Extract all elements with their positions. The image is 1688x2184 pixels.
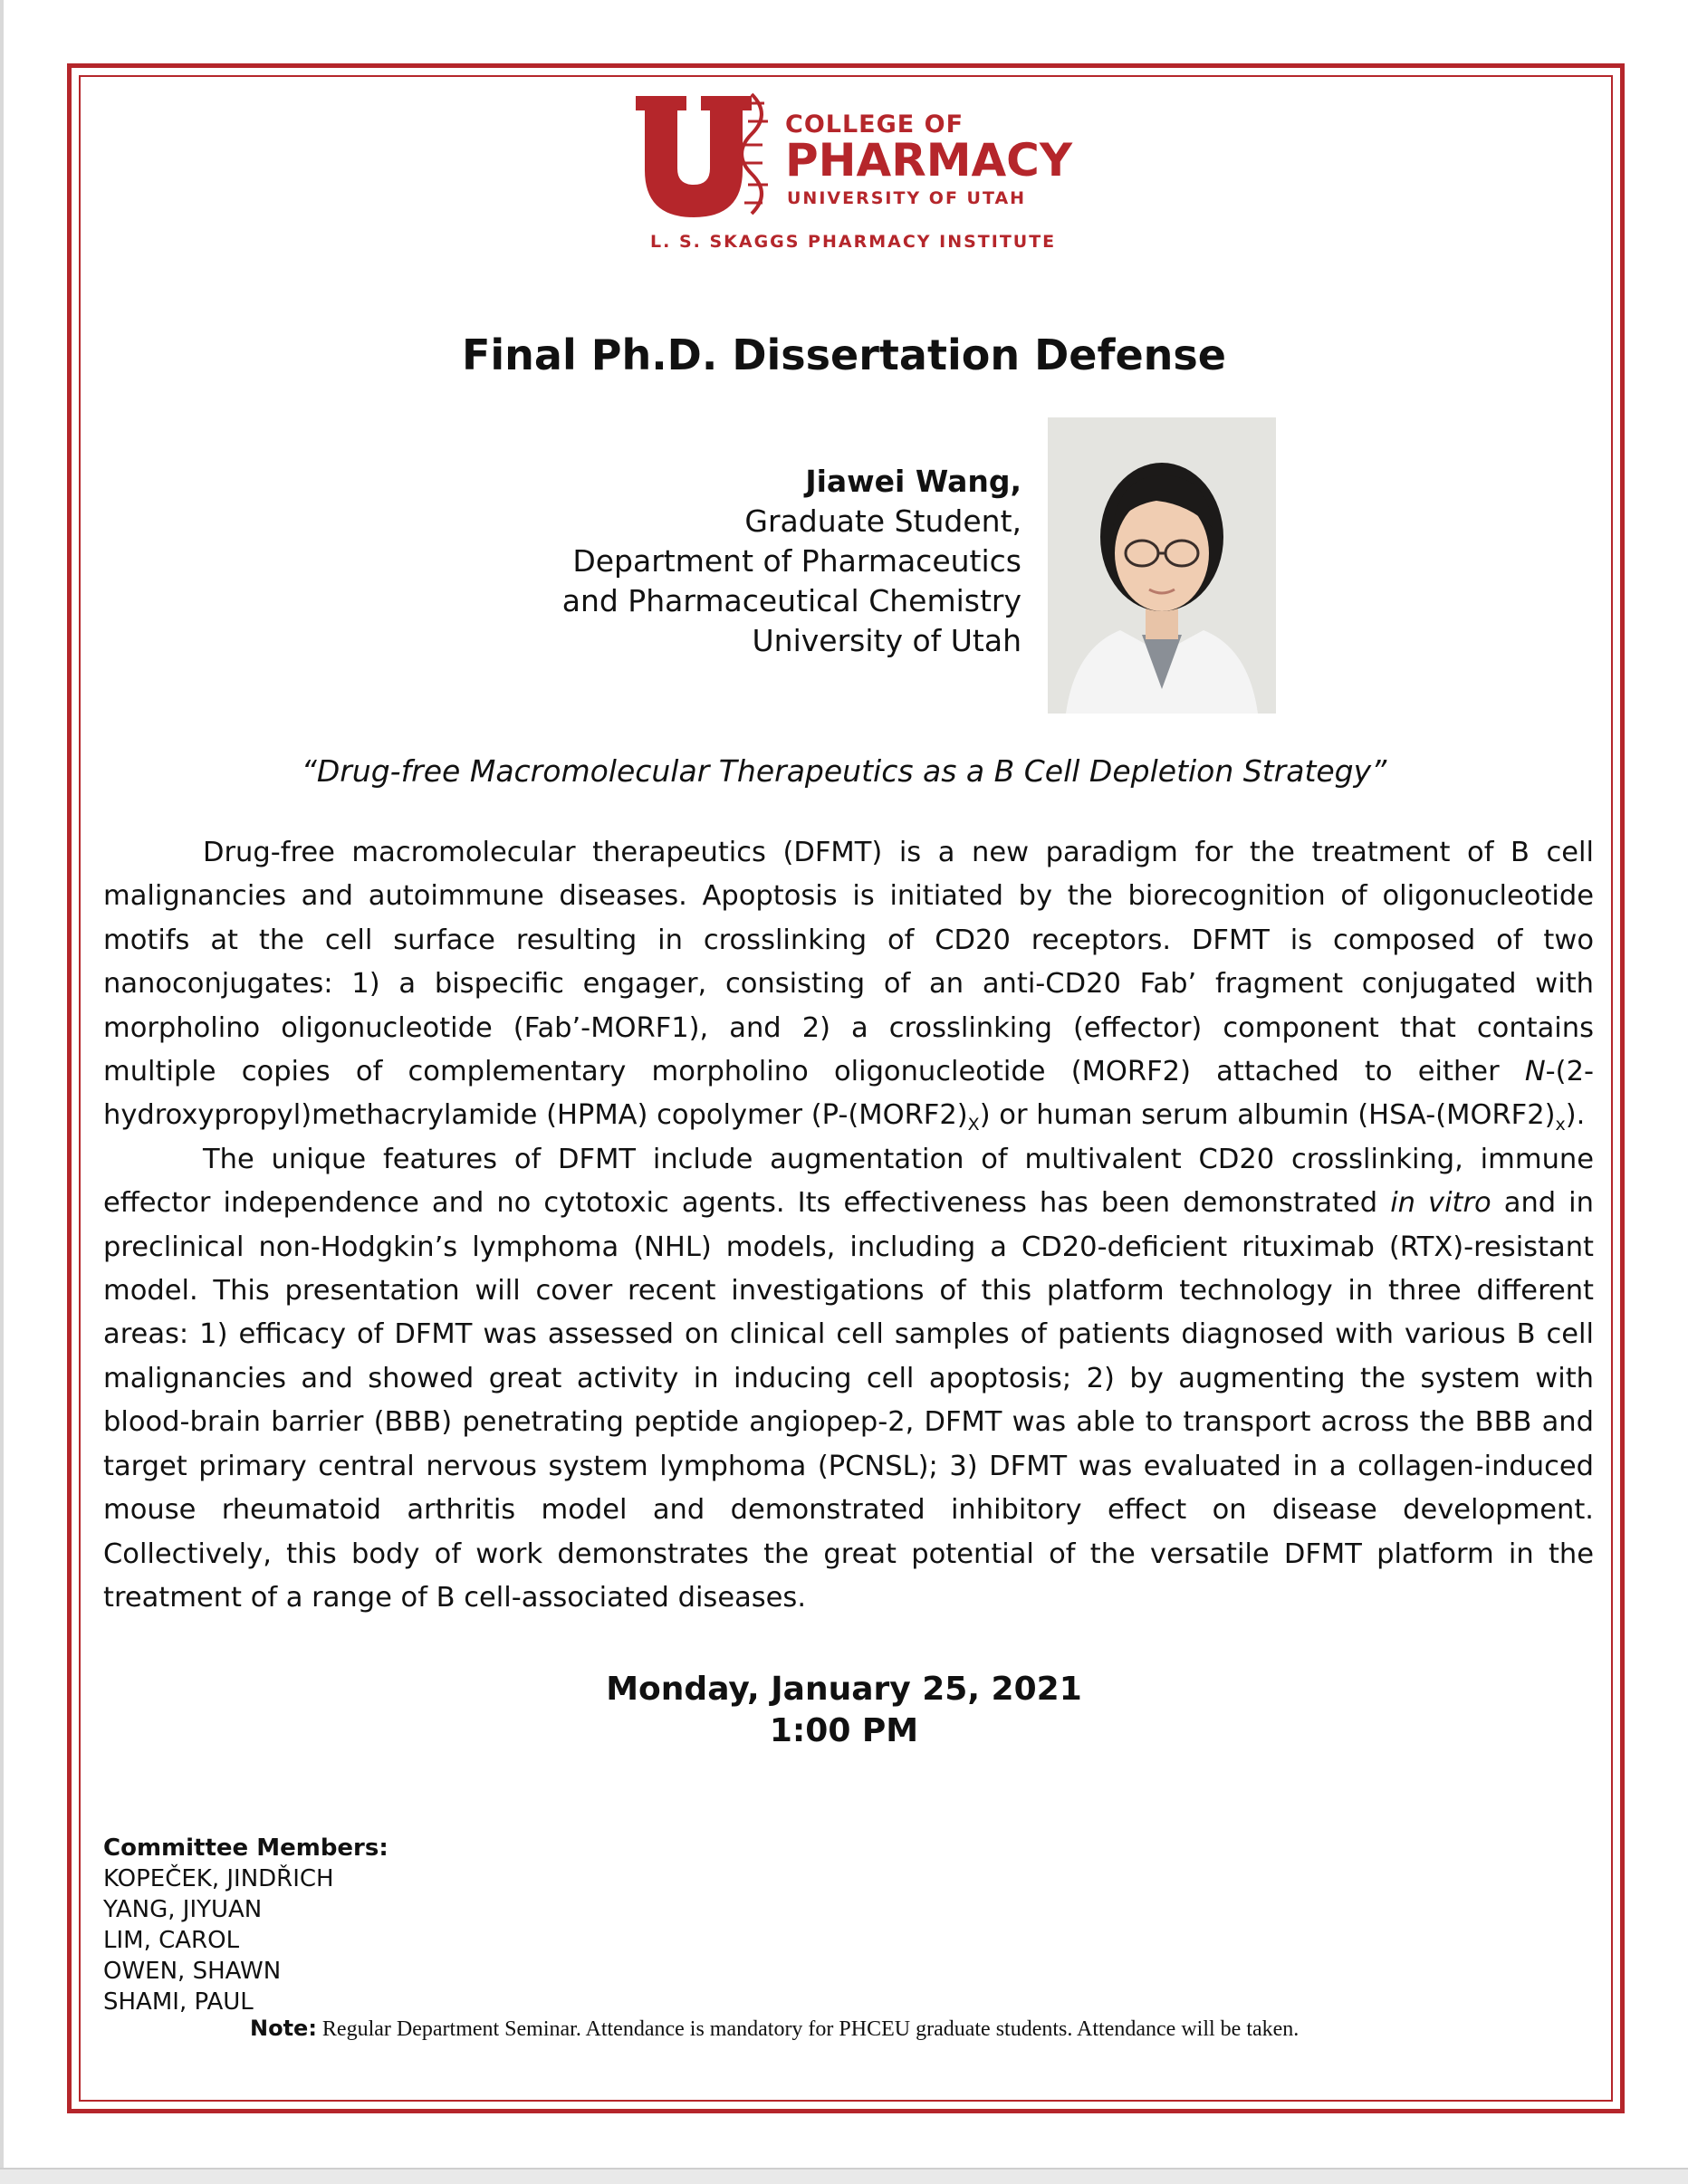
logo-college-of: COLLEGE OF [785, 110, 964, 139]
presenter-line: and Pharmaceutical Chemistry [561, 583, 1021, 618]
committee-member: OWEN, SHAWN [103, 1958, 282, 1985]
abstract-subscript: x [1555, 1115, 1566, 1135]
abstract-text: ) or human serum albumin (HSA-(MORF2) [979, 1099, 1556, 1132]
event-time: 1:00 PM [769, 1712, 919, 1749]
abstract-italic: N [1524, 1056, 1546, 1088]
committee-list [103, 1833, 388, 2017]
page-edge-bottom [0, 2168, 1688, 2184]
presenter-line: University of Utah [752, 623, 1021, 658]
presenter-name: Jiawei Wang, [805, 464, 1021, 499]
note-label: Note: [250, 2016, 317, 2041]
abstract-text: -(2-hydroxypropyl)methacrylamide (HPMA) copolymer (P-(MORF2) [103, 1056, 1594, 1132]
committee-heading: Committee Members: [103, 1834, 388, 1862]
presenter-line: Department of Pharmaceutics [572, 543, 1021, 579]
abstract-text: ). [1565, 1099, 1586, 1132]
logo-institute: L. S. SKAGGS PHARMACY INSTITUTE [650, 232, 1057, 252]
presenter-block [507, 462, 1021, 661]
event-datetime [0, 1669, 1688, 1752]
committee-member: LIM, CAROL [103, 1927, 240, 1954]
committee-member: KOPEČEK, JINDŘICH [103, 1865, 334, 1892]
page-edge-left [0, 0, 4, 2182]
presenter-line: Graduate Student, [744, 503, 1021, 539]
event-date: Monday, January 25, 2021 [606, 1671, 1082, 1708]
presenter-photo [1048, 417, 1276, 714]
college-logo [636, 91, 1073, 263]
portrait-image [1048, 417, 1276, 714]
attendance-note [250, 2016, 1299, 2042]
abstract-paragraph-1 [103, 831, 1594, 1138]
abstract-italic: in vitro [1390, 1187, 1491, 1220]
committee-member: YANG, JIYUAN [103, 1896, 263, 1923]
page-title: Final Ph.D. Dissertation Defense [461, 330, 1227, 379]
abstract-subscript: X [967, 1115, 980, 1135]
note-text: Regular Department Seminar. Attendance is mandatory for PHCEU graduate students. Attendance will be taken. [316, 2017, 1300, 2041]
abstract-text: Drug-free macromolecular therapeutics (DFMT) is a new paradigm for the treatment of B cell malignancies and autoimmune diseases. Apoptosis is initiated by the biorecognition of oligonucleotide motifs at the cell surface resulting in crosslinking of CD20 receptors. DFMT is composed of two nanoconjugates: 1) a bispecific engager, consisting of an anti-CD20 Fab’ fragment conjugated with morpholino oligonucleotide (Fab’-MORF1), and 2) a crosslinking (effector) component that contains multiple copies of complementary morpholino oligonucleotide (MORF2) attached to either [103, 837, 1594, 1088]
abstract-text: and in preclinical non-Hodgkin’s lymphoma (NHL) models, including a CD20-deficient rituximab (RTX)-resistant model. This presentation will cover recent investigations of this platform technology in three different areas: 1) efficacy of DFMT was assessed on clinical cell samples of patients diagnosed with various B cell malignancies and showed great activity in inducing cell apoptosis; 2) by augmenting the system with blood-brain barrier (BBB) penetrating peptide angiopep-2, DFMT was able to transport across the BBB and target primary central nervous system lymphoma (PCNSL); 3) DFMT was evaluated in a collagen-induced mouse rheumatoid arthritis model and demonstrated inhibitory effect on disease development. Collectively, this body of work demonstrates the great potential of the versatile DFMT platform in the treatment of a range of B cell-associated diseases. [103, 1187, 1594, 1614]
committee-member: SHAMI, PAUL [103, 1988, 254, 2016]
logo-university: UNIVERSITY OF UTAH [787, 188, 1027, 208]
abstract-paragraph-2 [103, 1138, 1594, 1620]
university-u-logo-icon [636, 91, 781, 217]
abstract [103, 831, 1594, 1620]
abstract-text: The unique features of DFMT include augmentation of multivalent CD20 crosslinking, immune effector independence and no cytotoxic agents. Its effectiveness has been demonstrated [103, 1143, 1594, 1220]
logo-pharmacy: PHARMACY [785, 134, 1073, 187]
talk-title: “Drug-free Macromolecular Therapeutics as a B Cell Depletion Strategy” [301, 753, 1387, 789]
